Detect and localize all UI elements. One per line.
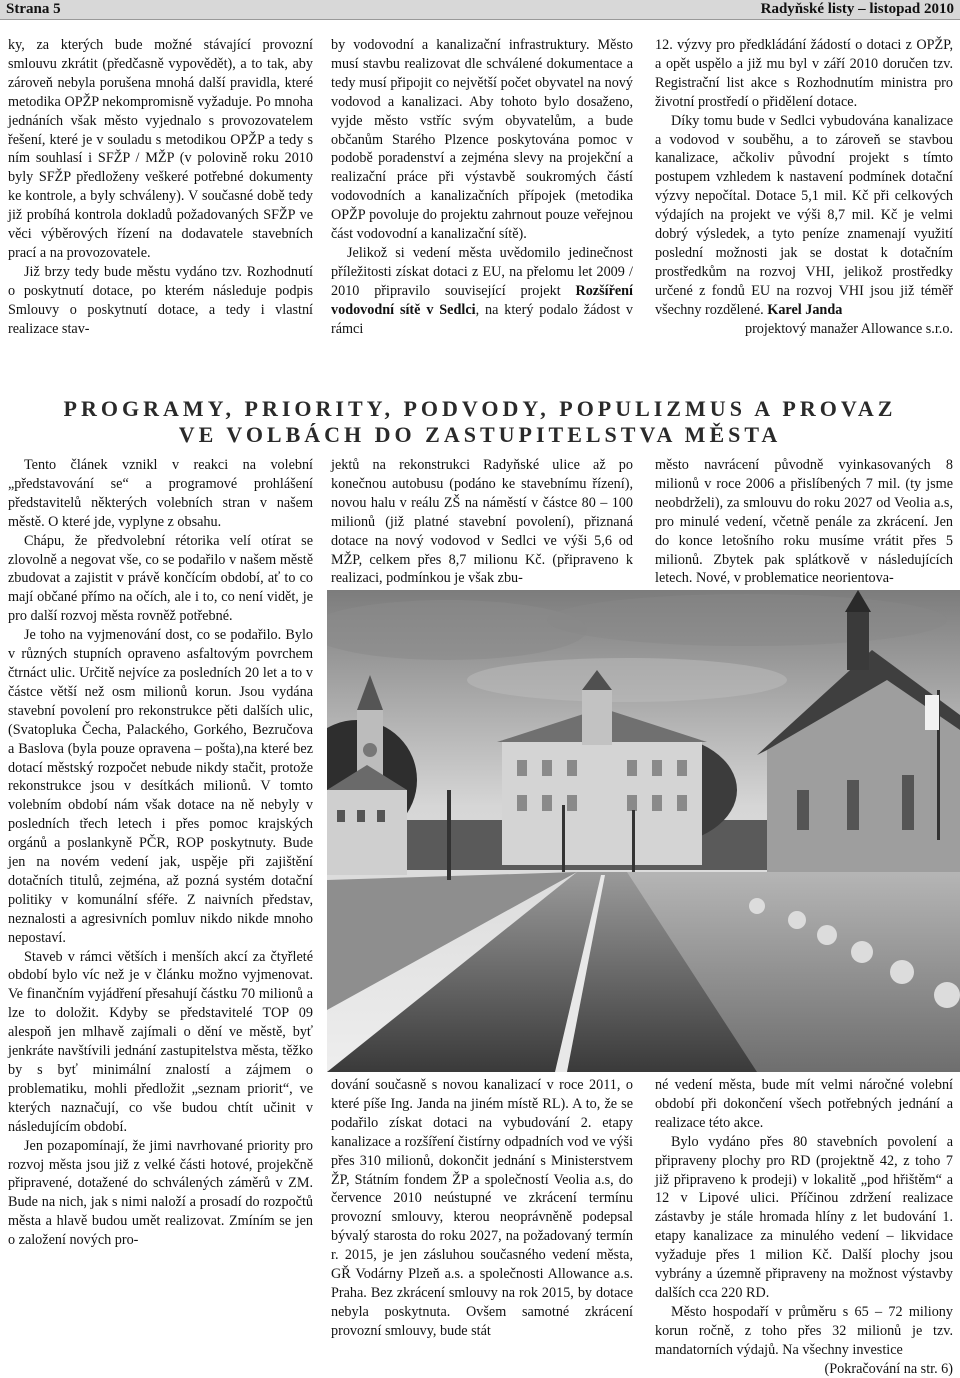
- article-column-3-top: [655, 456, 953, 588]
- page-header: [0, 0, 960, 20]
- page-number: Strana 5: [6, 1, 61, 17]
- paragraph: by vodovodní a kanalizační infrastruktury. Město musí stavbu realizovat dle schválené dokumentace a tedy musí připojit co největší počet obyvatel na nový vodovod a kanalizaci. Aby tohoto bylo dosaženo, vyjde město vstříc svým obyvatelům, a bude občanům Starého Plzence poskytována pomoc v podobě poradenství a zejména slevy na projekční a realizační práce při výstavbě soukromých částí vodovodních a kanalizačních přípojek (metodika OPŽP povoluje do projektu zahrnout pouze veřejnou část vodovodní a kanalizační sítě).: [331, 37, 633, 243]
- article-column-2-bottom: [331, 1076, 633, 1341]
- paragraph: 12. výzvy pro předkládání žádostí o dotaci z OPŽP, a opět uspělo a již mu byl v září 2010 doručen tzv. Registrační list akce s Rozhodnutím ministra pro životní prostředí o přidělení dotace.: [655, 37, 953, 110]
- text-run: , na který podalo žádost v rámci: [331, 301, 633, 337]
- paragraph: Staveb v rámci větších i menších akcí za čtyřleté období bylo víc než je v článku možno vyjmenovat. Ve finančním vyjádření přesahují částku 70 milionů a lze to doložit. Kdyby se představitelé TOP 09 alespoň jen mlhavě zajímali o dění ve městě, byť jenkráte navštívili jednání zastupitelstva města, těžko by s byť minimální znalostí a zájmem o problematiku, mohli předložit „seznam priorit“, ve kterých naznačují, co vše budou chtít učinit v následujícím období.: [8, 948, 313, 1135]
- paragraph: Tento článek vznikl v reakci na volební „představování se“ a programové prohlášení představitelů některých volebních stran v našem městě. O které jde, vyplyne z obsahu.: [8, 457, 313, 530]
- paragraph: [655, 1303, 953, 1377]
- article-headline-line-2: VE VOLBÁCH DO ZASTUPITELSTVA MĚSTA: [178, 422, 782, 447]
- paragraph: [331, 244, 633, 339]
- paragraph: dování současně s novou kanalizací v roce 2011, o které píše Ing. Janda na jiném místě RL). A to, že se podařilo získat dotaci na vybudování 2. etapy kanalizace a rozšíření čistírny odpadních vod ve výši přes 310 milionů, dokončit jednání s Ministerstvem ŽP, Státním fondem ŽP a společností Veolia a.s, do července 2010 neústupné ve zkrácení termínu provozní smlouvy, kterou neoprávněně podepsal bývalý starosta do roku 2027, na požadovaný termín r. 2015, je jen zásluhou současného vedení města, GŘ Vodárny Plzeň a.s. a společnosti Allowance a.s. Praha. Bez zkrácení smlouvy na rok 2015, by dotace nebyla poskytnuta. Ovšem samotné zkrácení provozní smlouvy, bude stát: [331, 1077, 633, 1339]
- paragraph: Chápu, že předvolební rétorika velí otírat se zlovolně a negovat vše, co se podařilo v našem městě zbudovat a zajistit v právě končícím období, ať to co mají občané přímo na očích, ale i to, co není vidět, je pro další rozvoj města rovněž potřebné.: [8, 532, 313, 625]
- photo-illustration: [327, 590, 960, 1072]
- paragraph: město navrácení původně vyinkasovaných 8 milionů v roce 2006 a přislíbených 7 mil. (ty jsme neobdrželi), za smlouvu do roku 2027 od Veolia a.s, pro minulé vedení, včetně penále za zkrácení. Jen do konce letošního roku musíme vrátit přes 5 milionů. Zbytek pak splátkově v následujících letech. Nové, v problematice neorientova-: [655, 457, 953, 587]
- text-run: Jelikož si vedení města uvědomilo jedinečnost příležitosti získat dotaci z EU, na přelomu let 2009 / 2010 připravilo související projekt: [331, 244, 633, 299]
- top-column-3: [655, 36, 953, 339]
- paragraph: Bylo vydáno přes 80 stavebních povolení a připraveny plochy pro RD (projektně 42, z toho 7 již připraveno k prodeji) v lokalitě „pod hřištěm“ a 12 v Lipové ulici. Příčinou zdržení realizace zástavby je stále hromada hlíny z let budování 1. etapy kanalizace za minulého vedení – likvidace vyžaduje přes 1 milion Kč. Další plochy jsou vybrány a územně připraveny na možnost výstavby dalších cca 220 RD.: [655, 1133, 953, 1301]
- author-name: Karel Janda: [767, 301, 843, 318]
- town-square-photo: [327, 590, 960, 1072]
- project-name-bold: Rozšíření vodovodní sítě v Sedlci: [331, 282, 633, 318]
- author-role: projektový manažer Allowance s.r.o.: [744, 320, 953, 337]
- paragraph: né vedení města, bude mít velmi náročné volební období při dokončení všech potřebných jednání a realizace této akce.: [655, 1077, 953, 1131]
- article-column-1: [8, 456, 313, 1250]
- article-column-3-bottom: [655, 1076, 953, 1378]
- paragraph: Je toho na vyjmenování dost, co se podařilo. Bylo v různých stupních opraveno asfaltovým povrchem čtrnáct ulic. Určitě nejvíce za posledních 20 let a to v částce větší než osm milionů korun. Jsou vydána stavební povolení pro rekonstrukce pěti dalších ulic, (Svatopluka Čecha, Palackého, Gorkého, Bezručova a Baslova (byla pouze opravena – pošta),na které bez dotací městský rozpočet nebude nikdy stačit, protože rekonstrukce jsou v desítkách milionů. V tomto volebním období nám však dotace na ně nebyly v posledních třech letech i přes pomoc krajských orgánů a poslankyně PČR, ROP poskytnuty. Bude jen na novém vedení jak, uspěje při zajištění dotačních titulů, zejména, až pozná systém dotační politiky v komunální sféře. Z naivních představ, neznalosti a agresivních pomluv nikdo nikde mnoho nepostaví.: [8, 627, 313, 946]
- article-headline-line-1: PROGRAMY, PRIORITY, PODVODY, POPULIZMUS A PROVAZ: [63, 396, 897, 421]
- paragraph: ky, za kterých bude možné stávající provozní smlouvu zkrátit (předčasně vypovědět), a to tak, aby zároveň nebyla porušena mnohá další pravidla, které metodika OPŽP nekompromisně vyžaduje. Po mnoha jednáních však město vyjednalo s provozovatelem řešení, které je v souladu s metodikou OPŽP a tedy s ním souhlasí i SFŽP / MŽP (v polovině roku 2010 byly SFŽP předloženy veškeré potřebné dokumenty ke kontrole, a byly schváleny). V současné době tedy již probíhá kontrola dokladů požadovaných SFŽP ve věci výběrových řízení na dodavatele stavebních prací a na provozovatele.: [8, 37, 313, 261]
- paragraph: Jen pozapomínají, že jimi navrhované priority pro rozvoj města jsou již z velké části hotové, projekčně připravené, dotažené do schválených záměrů v ZM. Bude na nich, jak s nimi naloží a prosadí do rozpočtů města a hlavě budou umět realizovat. Zmíním se jen o založení nových pro-: [8, 1137, 313, 1249]
- top-column-1: [8, 36, 313, 339]
- article-column-2-top: [331, 456, 633, 588]
- paragraph: [655, 112, 953, 320]
- paragraph: jektů na rekonstrukci Radyňské ulice až po konečnou autobusu (podáno ke stavebnímu řízení), novou halu v reálu ZŠ na náměstí v částce 80 – 100 milionů (již platné stavební povolení), přiznaná dotace na nový vodovod v Sedlci ve výši 5,6 od MŽP, celkem přes 8,7 milionu Kč. (připraveno k realizaci, podmínkou je však zbu-: [331, 457, 633, 587]
- text-run: Díky tomu bude v Sedlci vybudována kanalizace a vodovod v souběhu, a to zároveň se stavbou kanalizace, ačkoliv původní projekt s tímto postupem vzhledem k nastavení podmínek dotační výzvy nepočítal. Dotace 5,1 mil. Kč při celkových výdajích na projekt ve výši 8,7 mil. Kč je velmi dobrý výsledek, a tyto peníze znamenají využití poslední možnosti jak se dostat k dotačním prostředkům na rozvoj VHI, jelikož prostředky určené z fondů EU na rozvoj VHI jsou již téměř všechny rozdělené.: [655, 112, 953, 318]
- continuation-note: (Pokračování na str. 6): [824, 1360, 953, 1377]
- paragraph: Již brzy tedy bude městu vydáno tzv. Rozhodnutí o poskytnutí dotace, po kterém následuje podpis Smlouvy o poskytnutí dotace, a tedy i vlastní realizace stav-: [8, 263, 313, 337]
- text-run: Město hospodaří v průměru s 65 – 72 miliony korun ročně, z toho přes 32 milionů je tzv. mandatorních výdajů. Na všechny investice: [655, 1303, 953, 1358]
- publication-title: Radyňské listy – listopad 2010: [760, 1, 954, 17]
- top-column-2: [331, 36, 633, 339]
